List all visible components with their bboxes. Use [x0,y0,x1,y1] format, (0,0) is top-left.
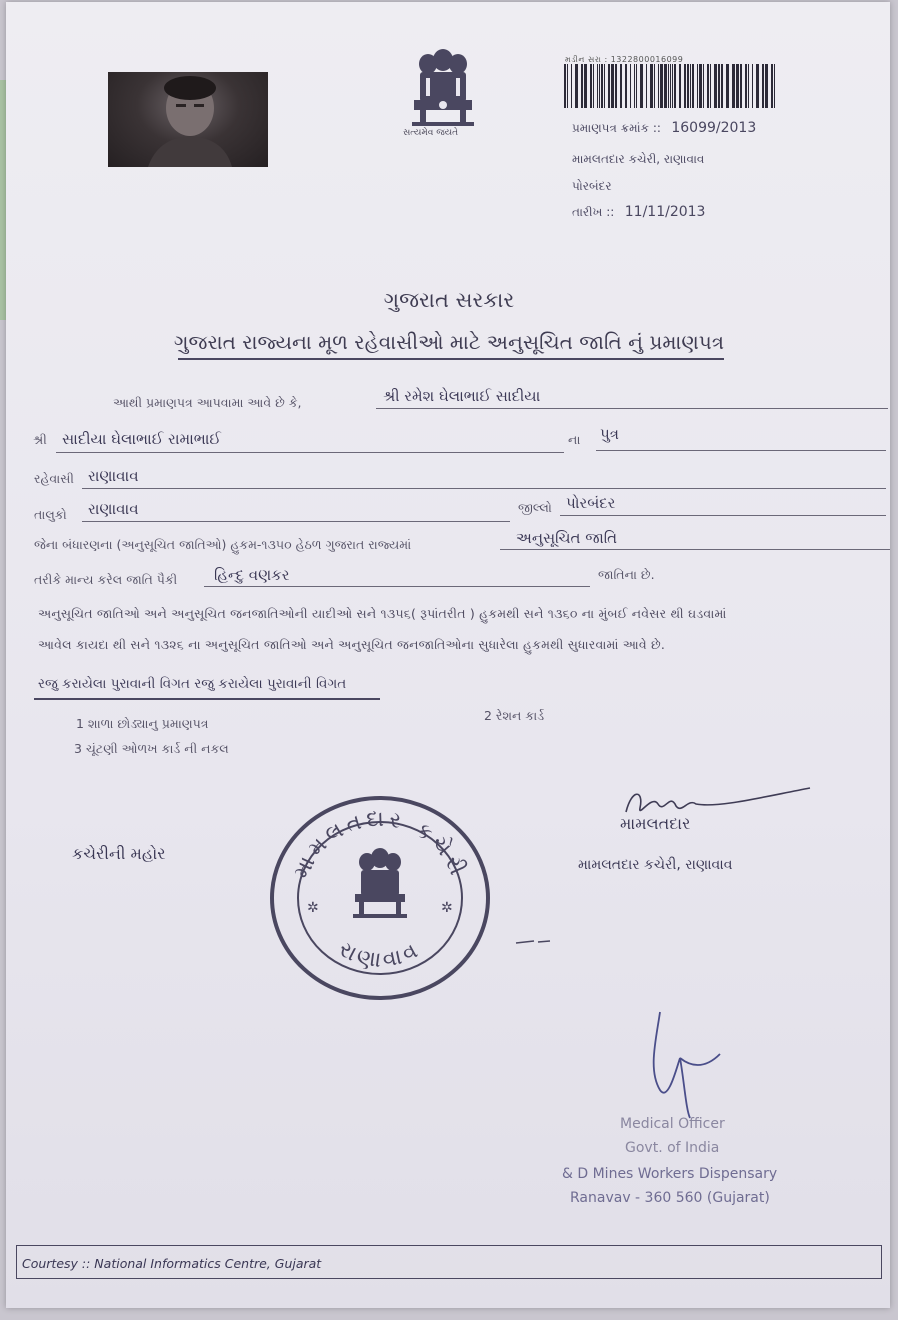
evidence-heading: રજુ કરાયેલા પુરાવાની વિગત રજુ કરાયેલા પુરાવાની વિગત [38,676,347,692]
barcode [562,64,782,108]
certificate-number-label: પ્રમાણપત્ર ક્રમાંક :: [572,121,661,135]
na-label: ના [568,432,581,447]
order-label: જેના બંધારણના (અનુસૂચિત જાતિઓ) હુકમ-૧૩૫૦ હેઠળ ગુજરાત રાજ્યમાં [34,537,412,552]
stamp-top-text: મામલતદાર કચેરી [289,806,471,883]
certificate-number: 16099/2013 [671,120,757,136]
holder-photo [108,72,268,167]
district-line [560,515,886,516]
barcode-number: મડીન સરા : 1322800016099 [565,55,684,64]
father-name-line [56,452,564,453]
issuing-office: મામલતદાર કચેરી, રાણાવાવ [572,152,705,166]
officer-title: મામલતદાર [620,814,691,833]
caste-label: તરીકે માન્ય કરેલ જાતિ પૈકી [34,572,178,587]
office-seal-label: કચેરીની મહોર [72,844,166,863]
caste-line [204,586,590,587]
stamp-bottom-text: રાણાવાવ [334,936,426,974]
evidence-item-1: 1 શાળા છોડ્યાનુ પ્રમાણપત્ર [76,716,209,731]
resident-label: રહેવાસી [34,471,74,486]
stamp-star-left: ✲ [307,900,319,916]
legal-text-line-1: અનુસૂચિત જાતિઓ અને અનુસૂચિત જનજાતિઓની યાદીઓ સને ૧૩૫૬( રૂપાંતરીત ) હુકમથી સને ૧૩૬૦ ના મુંબઈ નવેસર થી ઘડવામાં [38,606,727,621]
certificate-number-row [572,120,756,136]
relation-line [596,450,886,451]
caste-suffix: જાતિના છે. [598,567,655,582]
taluka-label: તાલુકો [34,507,67,522]
certificate-paper [6,2,890,1308]
title-underline [178,358,724,360]
medical-stamp-line-1: Medical Officer [620,1116,725,1132]
resident-place: રાણાવાવ [88,467,139,485]
issue-date-label: તારીખ :: [572,205,615,219]
taluka-line [82,521,510,522]
district: પોરબંદર [566,494,616,512]
officer-office: મામલતદાર કચેરી, રાણાવાવ [578,857,733,873]
holder-name: શ્રી રમેશ ઘેલાભાઈ સાદીયા [383,387,541,405]
issue-date: 11/11/2013 [624,204,706,220]
taluka: રાણાવાવ [88,500,139,518]
category: અનુસૂચિત જાતિ [516,529,618,547]
medical-stamp-line-4: Ranavav - 360 560 (Gujarat) [570,1190,770,1206]
portrait-image [108,72,268,167]
shri-label: શ્રી [33,432,47,447]
footer-courtesy: Courtesy :: National Informatics Centre, Gujarat [22,1256,322,1271]
issued-label: આથી પ્રમાણપત્ર આપવામા આવે છે કે, [113,395,302,410]
evidence-item-2: 2 રેશન કાર્ડ [484,708,545,723]
caste: હિન્દુ વણકર [214,566,290,584]
stamp-star-right: ✲ [441,900,453,916]
evidence-heading-underline [34,698,380,700]
evidence-item-3: 3 ચૂંટણી ઓળખ કાર્ડ ની નકલ [74,741,229,756]
father-name: સાદીયા ઘેલાભાઈ રામાભાઈ [62,430,222,448]
stamp-emblem-icon [353,848,407,918]
legal-text-line-2: આવેલ કાયદા થી સને ૧૩૨૬ ના અનુસૂચિત જાતિઓ અને અનુસૂચિત જનજાતિઓના સુધારેલા હુકમથી સુધારવામાં આવે છે. [38,637,666,652]
category-line [500,549,890,550]
small-mark [514,932,554,951]
government-title: ગુજરાત સરકાર [383,288,515,312]
district-label: જીલ્લો [518,500,552,515]
relation: પુત્ર [600,425,619,443]
holder-name-line [376,408,888,409]
issuing-district: પોરબંદર [572,179,612,193]
certificate-title: ગુજરાત રાજ્યના મૂળ રહેવાસીઓ માટે અનુસૂચિત જાતિ નું પ્રમાણપત્ર [173,330,725,354]
national-emblem-icon [398,42,488,142]
emblem-motto: સત્યમેવ જયતે [403,128,459,138]
medical-stamp-line-2: Govt. of India [625,1140,720,1156]
resident-line [82,488,886,489]
office-stamp [265,790,495,1005]
medical-stamp-line-3: & D Mines Workers Dispensary [562,1166,778,1182]
issue-date-row [572,204,705,220]
